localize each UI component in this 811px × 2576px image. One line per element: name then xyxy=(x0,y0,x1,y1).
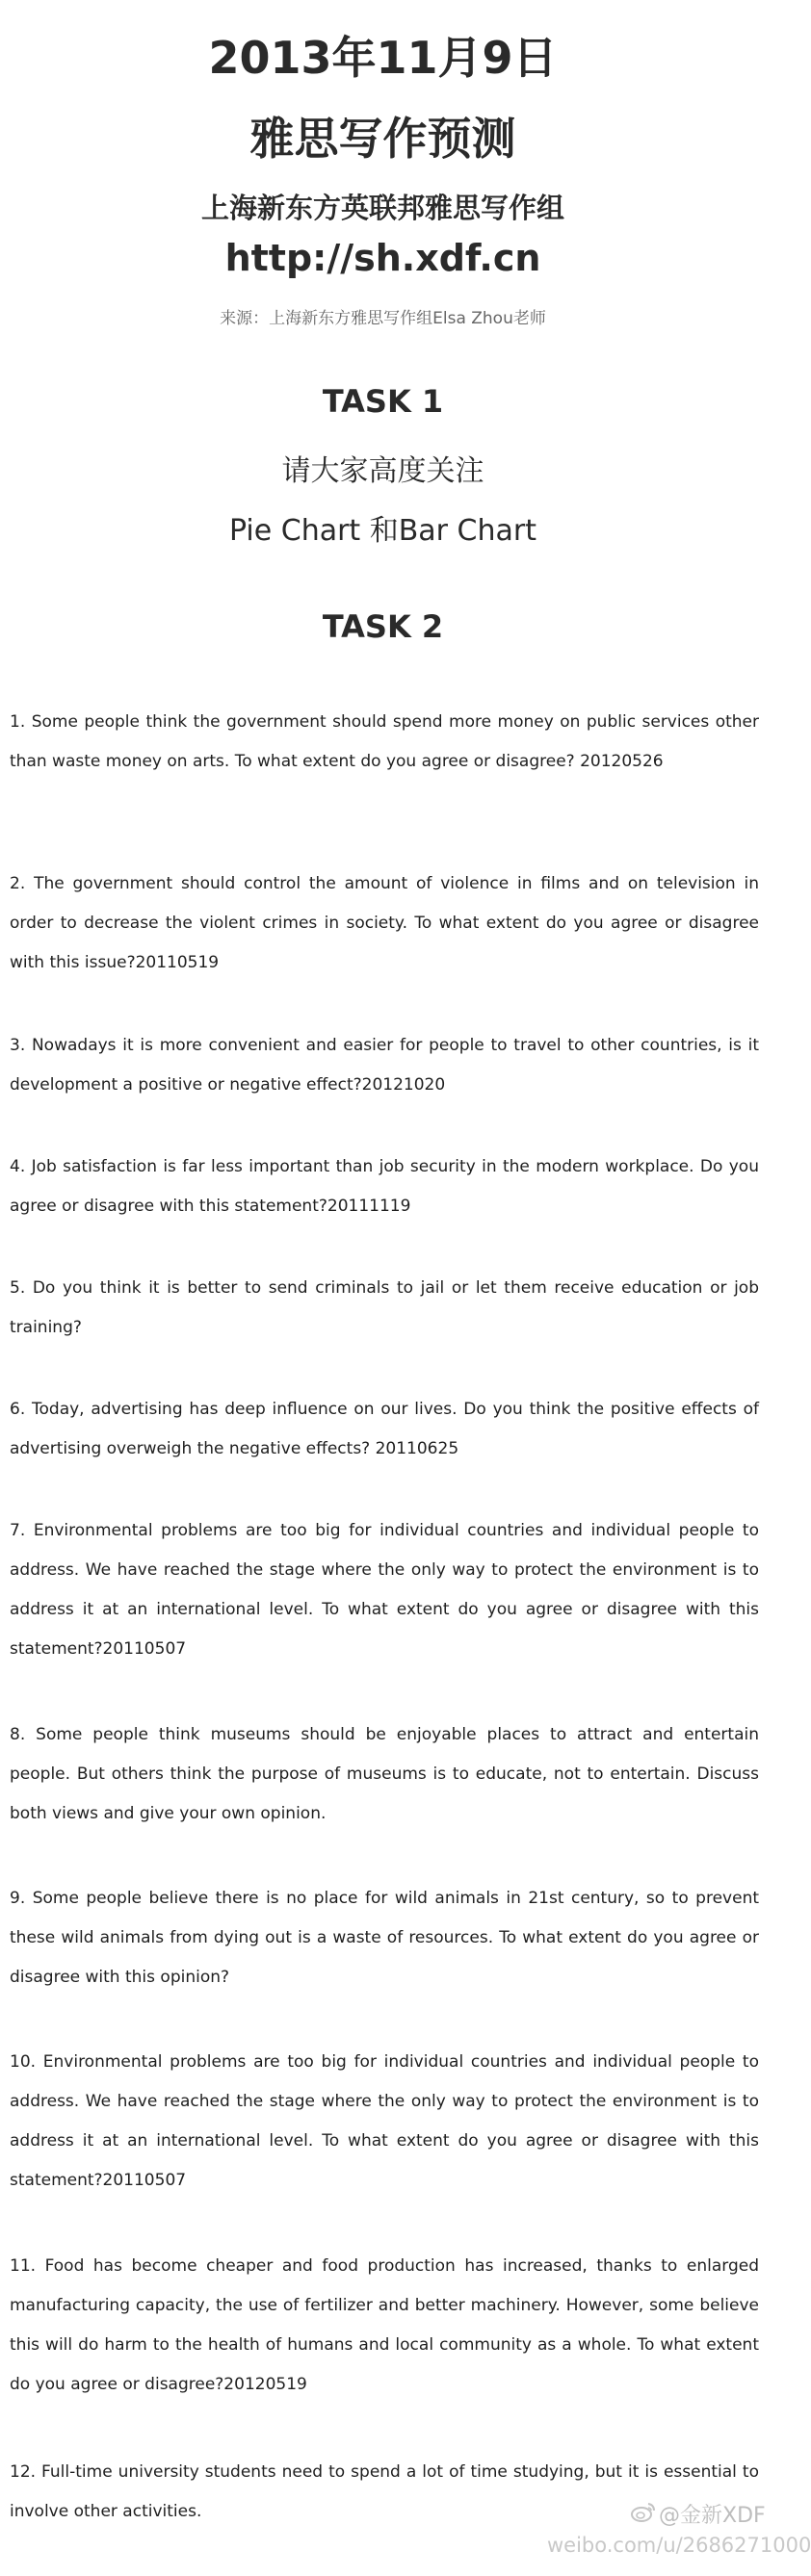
task1-heading: TASK 1 xyxy=(322,383,444,420)
question-number: 7. xyxy=(10,1521,34,1540)
question-number: 9. xyxy=(10,1889,33,1908)
question-number: 4. xyxy=(10,1157,32,1176)
question-text: Environmental problems are too big for individual countries and individual people to address. We have reached the stage where the only way to protect the environment is to address it at an international level. To what extent do you agree or disagree with this statement?20110507 xyxy=(10,1521,760,1659)
task2-heading: TASK 2 xyxy=(322,608,444,645)
document-date: 2013年11月9日 xyxy=(208,32,558,84)
question-text: Food has become cheaper and food production has increased, thanks to enlarged manufacturing capacity, the use of fertilizer and better machinery. However, some believe this will do harm to the health of humans and local community as a whole. To what extent do you agree or disagree?20120519 xyxy=(10,2256,759,2394)
website-url: http://sh.xdf.cn xyxy=(224,237,541,279)
question-number: 10. xyxy=(10,2052,43,2072)
question-number: 5. xyxy=(10,1278,33,1298)
question-number: 3. xyxy=(10,1036,32,1055)
question-text: The government should control the amount of violence in films and on television in order to decrease the violent crimes in society. To what extent do you agree or disagree with this issue?20110519 xyxy=(10,874,760,972)
question-text: Do you think it is better to send criminals to jail or let them receive education or job training? xyxy=(10,1278,759,1337)
question-item xyxy=(10,1390,759,1469)
document-title: 雅思写作预测 xyxy=(249,113,516,165)
question-item xyxy=(10,1026,759,1105)
organization-name: 上海新东方英联邦雅思写作组 xyxy=(200,192,564,224)
question-number: 12. xyxy=(10,2462,42,2482)
weibo-logo-icon xyxy=(631,2501,656,2522)
question-text: Some people think the government should spend more money on public services other than waste money on arts. To what extent do you agree or disagree? 20120526 xyxy=(10,712,759,771)
question-item xyxy=(10,2043,759,2201)
question-item xyxy=(10,1715,759,1834)
question-number: 11. xyxy=(10,2256,45,2276)
question-item xyxy=(10,864,759,983)
question-item xyxy=(10,1269,759,1348)
question-number: 2. xyxy=(10,874,35,893)
source-credit: 来源：上海新东方雅思写作组Elsa Zhou老师 xyxy=(220,309,546,328)
question-text: Nowadays it is more convenient and easier for people to travel to other countries, is it development a positive or negative effect?20121020 xyxy=(10,1036,759,1095)
question-text: Some people believe there is no place for wild animals in 21st century, so to prevent these wild animals from dying out is a waste of resources. To what extent do you agree or disagree with this opinion? xyxy=(10,1889,760,1987)
task1-chart-types: Pie Chart 和Bar Chart xyxy=(228,514,536,548)
question-text: Today, advertising has deep influence on our lives. Do you think the positive effects of advertising overweigh the negative effects? 20110625 xyxy=(10,1400,759,1458)
question-text: Environmental problems are too big for individual countries and individual people to address. We have reached the stage where the only way to protect the environment is to address it at an international level. To what extent do you agree or disagree with this statement?20110507 xyxy=(10,2052,759,2190)
watermark-handle: @金新XDF xyxy=(659,2504,766,2528)
question-item xyxy=(10,1879,759,1997)
question-item xyxy=(10,703,759,782)
task1-note: 请大家高度关注 xyxy=(281,454,484,488)
watermark-url: weibo.com/u/2686271000 xyxy=(547,2534,811,2557)
question-item xyxy=(10,1511,759,1669)
question-number: 8. xyxy=(10,1725,37,1744)
question-text: Some people think museums should be enjoyable places to attract and entertain people. But others think the purpose of museums is to educate, not to entertain. Discuss both views and give your own opinion. xyxy=(10,1725,759,1823)
question-item xyxy=(10,1147,759,1226)
question-item xyxy=(10,2247,759,2405)
question-text: Job satisfaction is far less important than job security in the modern workplace. Do you agree or disagree with this statement?20111119 xyxy=(10,1157,759,1216)
question-number: 6. xyxy=(10,1400,33,1419)
question-number: 1. xyxy=(10,712,32,732)
question-text: Full-time university students need to spend a lot of time studying, but it is essential to involve other activities. xyxy=(10,2462,759,2521)
